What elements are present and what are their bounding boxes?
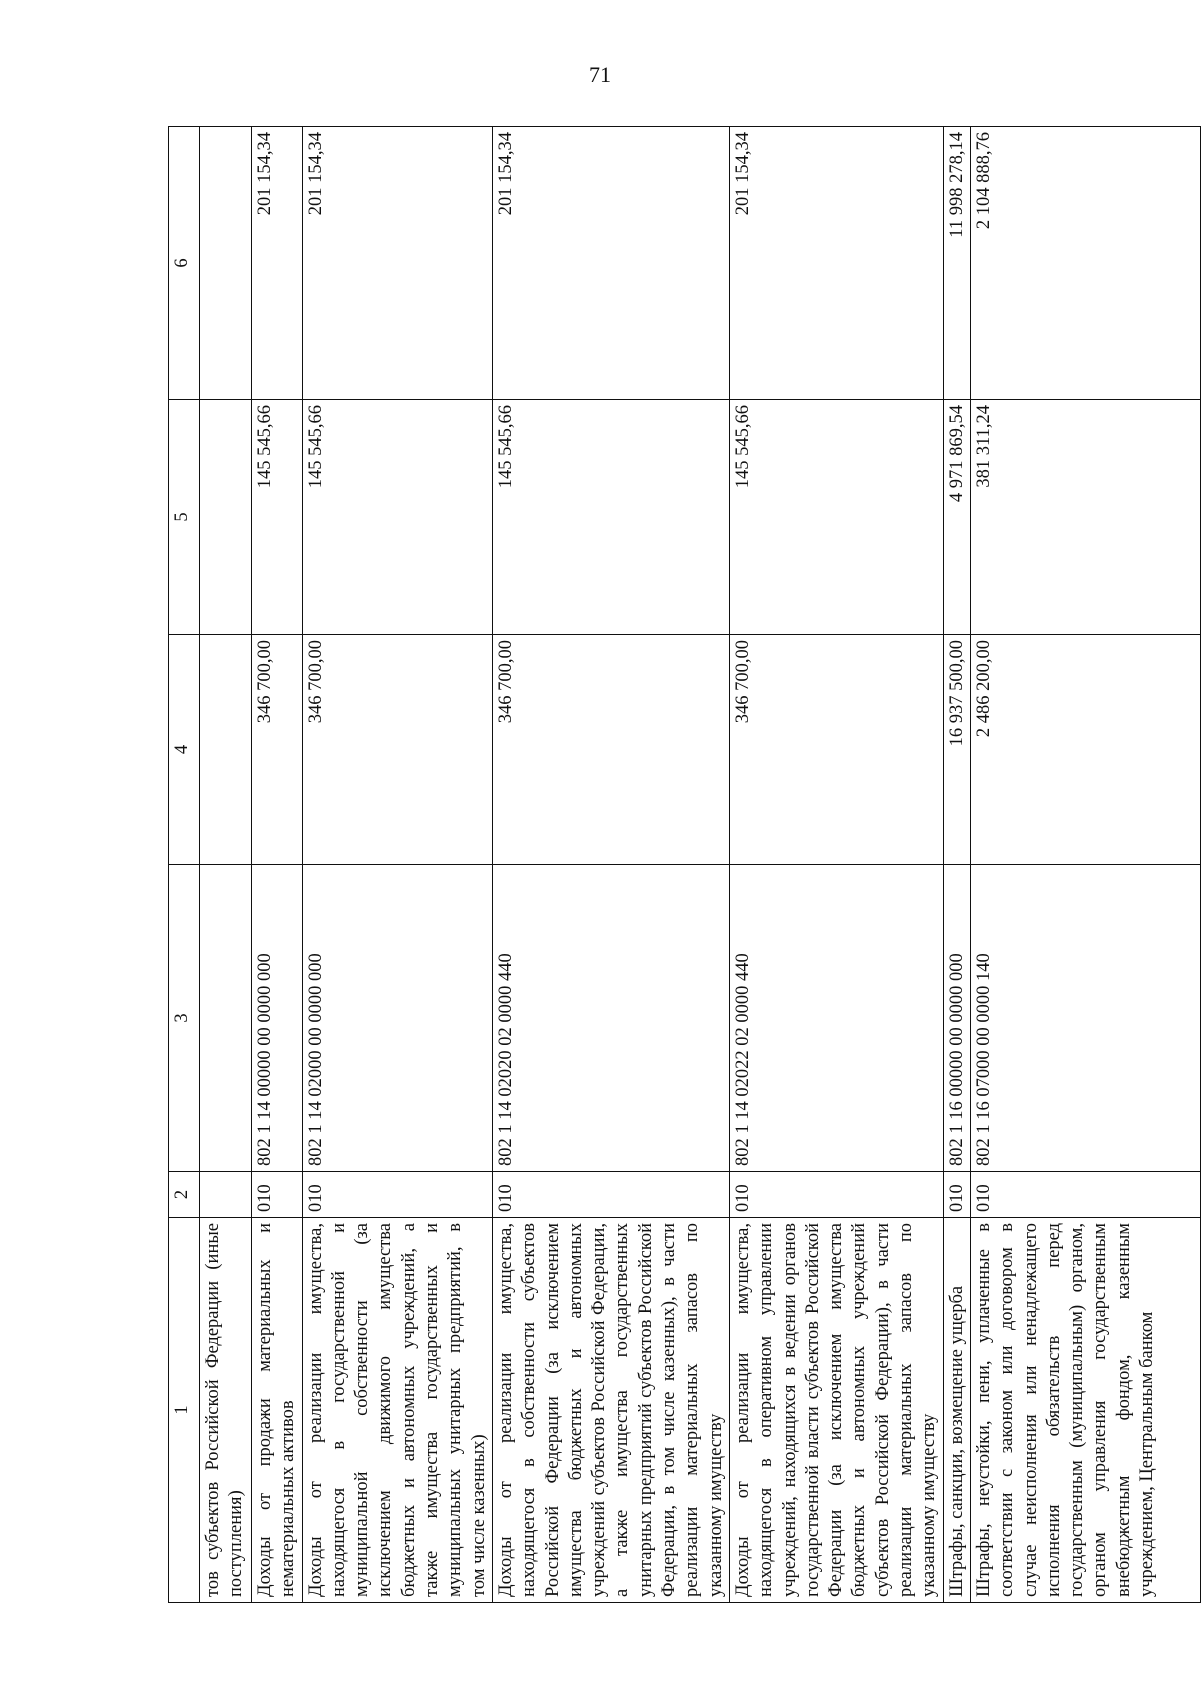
row-col5: 145 545,66 xyxy=(729,400,943,635)
row-code xyxy=(200,1172,252,1218)
row-kbk: 802 1 16 07000 00 0000 140 xyxy=(970,865,1200,1172)
row-col6: 201 154,34 xyxy=(252,127,303,400)
column-header-6: 6 xyxy=(169,127,200,400)
table-row xyxy=(970,127,1200,1603)
table-row xyxy=(943,127,970,1603)
row-col4: 346 700,00 xyxy=(492,635,729,865)
row-name: Доходы от реализации имущества, находящегося в оперативном управлении учреждений, находящихся в ведении органов государственной власти субъектов Российской Федерации (за исключением имущества бюджетных и автономных учреждений субъектов Российской Федерации), в части реализации материальных запасов по указанному имуществу xyxy=(729,1218,943,1603)
revenue-table xyxy=(168,126,1201,1603)
rotated-table-area xyxy=(168,127,1157,1603)
row-name: Доходы от реализации имущества, находящегося в собственности субъектов Российской Федерации (за исключением имущества бюджетных и автономных учреждений субъектов Российской Федерации, а также имущества государственных унитарных предприятий субъектов Российской Федерации, в том числе казенных), в части реализации материальных запасов по указанному имуществу xyxy=(492,1218,729,1603)
row-name: Штрафы, неустойки, пени, уплаченные в соответствии с законом или договором в случае неисполнения или ненадлежащего исполнения обязательств перед государственным (муниципальным) органом, органом управления государственным внебюджетным фондом, казенным учреждением, Центральным банком xyxy=(970,1218,1200,1603)
row-code: 010 xyxy=(302,1172,492,1218)
page-number: 71 xyxy=(589,62,611,87)
row-name: Доходы от продажи материальных и нематериальных активов xyxy=(252,1218,303,1603)
row-kbk: 802 1 14 00000 00 0000 000 xyxy=(252,865,303,1172)
row-col6: 2 104 888,76 xyxy=(970,127,1200,400)
row-col5: 381 311,24 xyxy=(970,400,1200,635)
row-kbk: 802 1 14 02020 02 0000 440 xyxy=(492,865,729,1172)
row-col6: 201 154,34 xyxy=(492,127,729,400)
row-name: тов субъектов Российской Федерации (иные поступления) xyxy=(200,1218,252,1603)
row-name: Штрафы, санкции, возмещение ущерба xyxy=(943,1218,970,1603)
table-row xyxy=(302,127,492,1603)
column-header-2: 2 xyxy=(169,1172,200,1218)
row-kbk: 802 1 14 02022 02 0000 440 xyxy=(729,865,943,1172)
row-code: 010 xyxy=(729,1172,943,1218)
row-kbk xyxy=(200,865,252,1172)
row-col6: 201 154,34 xyxy=(729,127,943,400)
table-row xyxy=(729,127,943,1603)
table-row xyxy=(200,127,252,1603)
row-code: 010 xyxy=(492,1172,729,1218)
row-col6: 201 154,34 xyxy=(302,127,492,400)
row-col5: 145 545,66 xyxy=(492,400,729,635)
table-row xyxy=(492,127,729,1603)
row-col4: 346 700,00 xyxy=(729,635,943,865)
row-col4: 346 700,00 xyxy=(302,635,492,865)
column-header-1: 1 xyxy=(169,1218,200,1603)
row-kbk: 802 1 14 02000 00 0000 000 xyxy=(302,865,492,1172)
row-col5 xyxy=(200,400,252,635)
row-kbk: 802 1 16 00000 00 0000 000 xyxy=(943,865,970,1172)
row-col6 xyxy=(200,127,252,400)
row-col5: 4 971 869,54 xyxy=(943,400,970,635)
column-header-4: 4 xyxy=(169,635,200,865)
row-col5: 145 545,66 xyxy=(302,400,492,635)
row-col4 xyxy=(200,635,252,865)
row-code: 010 xyxy=(970,1172,1200,1218)
row-code: 010 xyxy=(252,1172,303,1218)
table-frame xyxy=(168,127,1157,1603)
row-col4: 16 937 500,00 xyxy=(943,635,970,865)
row-col6: 11 998 278,14 xyxy=(943,127,970,400)
column-header-3: 3 xyxy=(169,865,200,1172)
row-name: Доходы от реализации имущества, находящегося в государственной и муниципальной собственности (за исключением движимого имущества бюджетных и автономных учреждений, а также имущества государственных и муниципальных унитарных предприятий, в том числе казенных) xyxy=(302,1218,492,1603)
row-col5: 145 545,66 xyxy=(252,400,303,635)
row-code: 010 xyxy=(943,1172,970,1218)
table-row xyxy=(252,127,303,1603)
row-col4: 346 700,00 xyxy=(252,635,303,865)
row-col4: 2 486 200,00 xyxy=(970,635,1200,865)
header-row xyxy=(169,127,200,1603)
column-header-5: 5 xyxy=(169,400,200,635)
